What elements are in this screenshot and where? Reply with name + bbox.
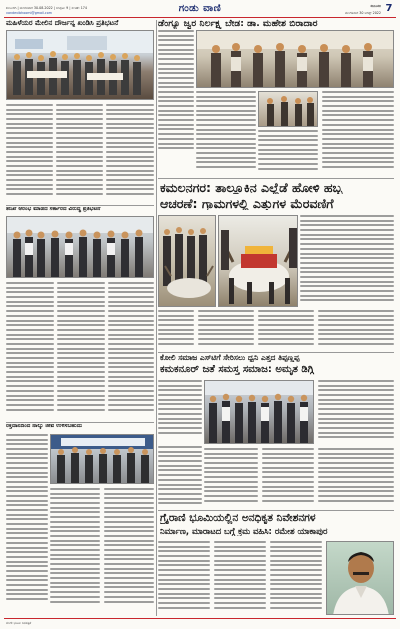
headline-koli-1: ಕೋಲಿ ಸಮಾಜ ಎಸ್‌ಟಿಗೆ ಸೇರಿಸಲು ಧ್ವನಿ ಎತ್ತದ ತಿಪ್ಪಣ್ಣಪ್ಪ <box>160 354 300 362</box>
headline-koli-2: ಕಮಕನೂರ್ ಜತೆ ಸಮಸ್ತ ಸಮಾಜ: ಅಮೃತ ಡಿಗ್ಗಿ <box>160 365 314 375</box>
headline-bottom-2: ನಿರ್ಮಾಣ, ಮಾರಾಟದ ಬಗ್ಗೆ ಕ್ರಮ ವಹಿಸಿ: ರಮೇಶ ಯಾಕಾಪುರ <box>160 527 328 536</box>
article-column-koli-4 <box>204 448 258 508</box>
article-column-protest-3 <box>106 104 154 204</box>
koli-samaja-photo <box>204 380 314 444</box>
article-column-protest-2 <box>56 104 103 204</box>
footer-text: ವಂದೇ ಭೂಮಿ ದಿನಪತ್ರಿಕೆ <box>6 621 32 625</box>
article-column-holi-5 <box>318 310 394 350</box>
headline-holi-2: ಆಚರಣೆ: ಗ್ರಾಮಗಳಲ್ಲಿ ಎತ್ತುಗಳ ಮೆರವಣಿಗೆ <box>160 197 334 211</box>
portrait-photo <box>326 541 394 615</box>
headline-left-second: ತನಿಖೆ ಆರಂಭ ಮಾಡದ ಸರ್ಕಾರದ ವಿರುದ್ಧ ಪ್ರತಿಭಟನೆ <box>6 207 101 212</box>
article-column-bottom-2 <box>214 541 266 615</box>
article-column-bottom-1 <box>158 541 210 615</box>
divider <box>6 205 154 206</box>
article-column-dengue-4 <box>322 91 394 176</box>
dengue-photo-2 <box>258 91 318 127</box>
header-section: ಕಲಬುರಗಿ <box>370 4 381 8</box>
column-divider <box>156 20 157 616</box>
article-column-koli-5 <box>262 448 314 508</box>
article-column-dengue-1 <box>158 30 194 158</box>
bull-photo-2 <box>218 215 298 307</box>
divider <box>6 422 154 423</box>
page-number: 7 <box>385 3 393 14</box>
header-date: ಮಂಗಳವಾರ 30 ಆಗಸ್ಟ್ 2022 <box>345 11 381 15</box>
article-column-holi-2 <box>158 310 194 350</box>
headline-top-left: ಮಹಿಳೆಯರ ಮೇಲಿನ ದೌರ್ಜನ್ಯ ಖಂಡಿಸಿ ಪ್ರತಿಭಟನೆ <box>6 20 119 27</box>
masthead: ಗಂಡು ವಾಣಿ <box>178 3 222 14</box>
protest-photo <box>6 30 154 100</box>
article-column-koli-6 <box>318 448 394 508</box>
divider <box>158 352 394 353</box>
headline-top-main: ಡೆಂಗ್ಯೂ ಜ್ವರ ನಿರ್ಲಕ್ಷ್ಯ ಬೇಡ: ಡಾ. ಮಹೇಶ ಬಿರಾದಾರ <box>158 19 318 29</box>
article-column-left-2 <box>57 282 105 420</box>
article-column-blood-1 <box>6 434 48 614</box>
doctor-event-photo <box>196 30 394 88</box>
article-column-koli-1 <box>158 380 202 440</box>
article-column-dengue-2 <box>196 91 256 176</box>
article-column-protest-1 <box>6 104 53 204</box>
article-column-left-3 <box>108 282 154 420</box>
article-column-koli-2 <box>318 380 394 444</box>
headline-bottom-1: ಗ್ರೈರಾಣಿ ಭೂಮಿಯಲ್ಲಿನ ಅನಧಿಕೃತ ನಿವೇಶನಗಳ <box>160 513 316 524</box>
footer-rule <box>4 618 396 619</box>
bull-photo-1 <box>158 215 216 307</box>
headline-holi-1: ಕಮಲನಗರ: ತಾಲ್ಲೂಕಿನ ಎಲ್ಲೆಡೆ ಹೋಳಿ ಹಬ್ಬ <box>160 181 343 195</box>
article-column-holi-3 <box>198 310 254 350</box>
article-column-koli-3 <box>158 446 202 508</box>
header-email: vandevibhoomi@gmail.com <box>6 11 52 15</box>
blood-donation-photo <box>50 434 154 484</box>
header-info: ಕಲಬುರಗಿ | ಮಂಗಳವಾರ 30.08.2022 | ಸಂಪುಟ: 9 | ಸಂಚಿಕೆ: 174 <box>6 6 87 10</box>
divider <box>158 178 394 179</box>
article-column-holi-4 <box>258 310 314 350</box>
article-column-holi-1 <box>300 215 394 307</box>
article-column-blood-2 <box>50 488 100 614</box>
article-column-blood-3 <box>104 488 154 614</box>
second-protest-photo <box>6 216 154 278</box>
article-column-bottom-3 <box>270 541 322 615</box>
divider <box>158 510 394 511</box>
article-column-left-1 <box>6 282 54 420</box>
article-column-dengue-3 <box>258 130 318 176</box>
headline-left-third: ರಕ್ತದಾನದಿಂದ ನಾಲ್ಕು ಜೀವ ಉಳಿಸಬಹುದು <box>6 424 83 429</box>
